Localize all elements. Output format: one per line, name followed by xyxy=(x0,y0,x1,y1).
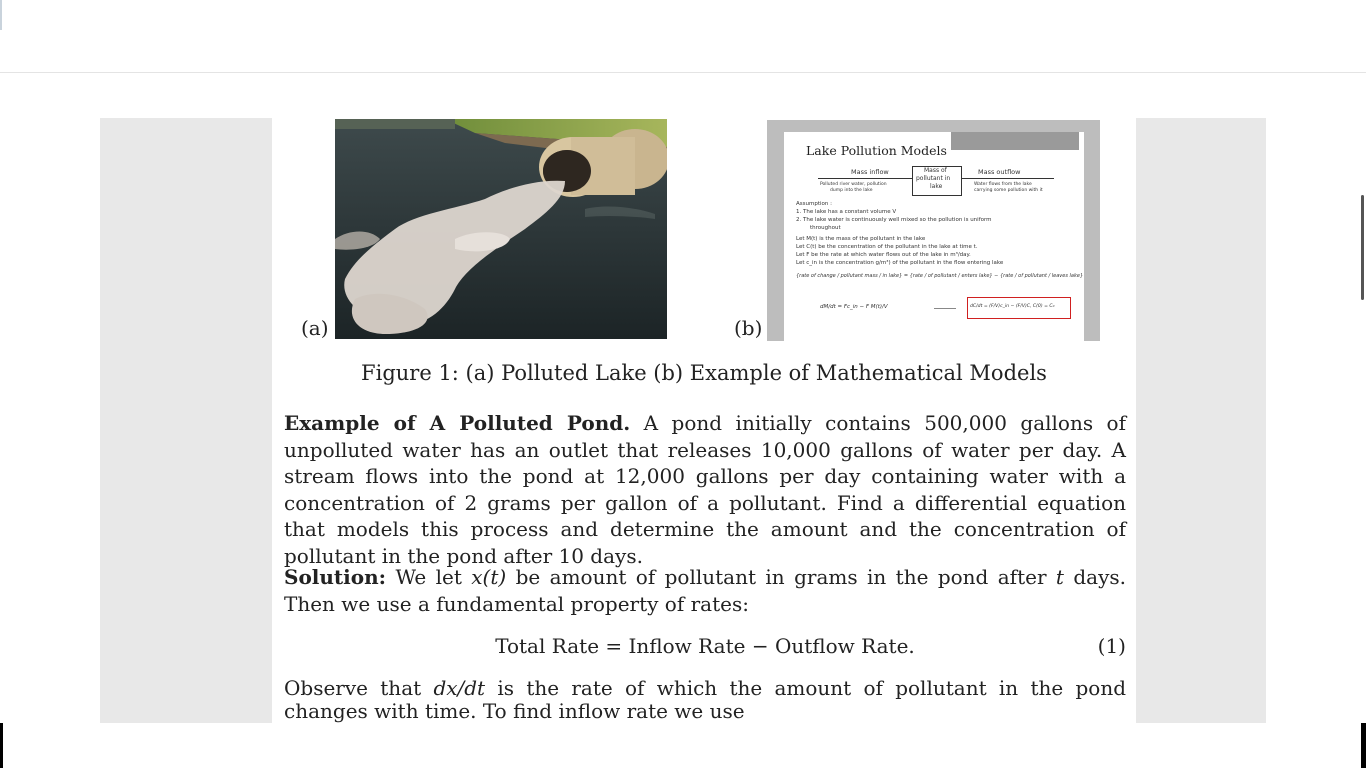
variable-x-of-t: x(t) xyxy=(471,565,507,589)
subfigure-a-label: (a) xyxy=(301,316,329,340)
slide-let-1: Let M(t) is the mass of the pollutant in the lake xyxy=(796,236,926,242)
top-divider xyxy=(0,72,1366,73)
example-body: A pond initially contains 500,000 gallons of unpolluted water has an outlet that releases 10,000 gallons of water per day. A stream flows into the pond at 12,000 gallons per day containing water with a concentration of 2 grams per gallon of a pollutant. Find a differential equation that models this process and determine the amount and the concentration of pollutant in the pond after 10 days. xyxy=(284,411,1127,568)
solution-heading: Solution: xyxy=(284,565,387,589)
slide-content xyxy=(784,132,1084,341)
inflow-arrow xyxy=(818,178,912,179)
slide-mass-outflow: Mass outflow xyxy=(978,168,1021,176)
solution-text-3: days. Then we use a fundamental property of rates: xyxy=(284,565,1127,616)
scrollbar-thumb[interactable] xyxy=(1361,195,1364,300)
equation-text: Total Rate = Inflow Rate − Outflow Rate. xyxy=(495,634,915,658)
observe-text-2: is the rate of which the amount of pollutant in the pond changes with time. To find inflow rate we use xyxy=(284,676,1127,723)
slide-assumption-1: 1. The lake has a constant volume V xyxy=(796,209,897,215)
slide-mass-of: Mass of xyxy=(924,167,947,174)
outflow-arrow xyxy=(962,178,1054,179)
equation-number: (1) xyxy=(1097,634,1126,658)
slide-let-4: Let c_in is the concentration g/m³) of the pollutant in the flow entering lake xyxy=(796,260,1004,266)
slide-inflow-note2: dump into the lake xyxy=(830,188,873,193)
solution-paragraph xyxy=(284,564,1126,617)
variable-t: t xyxy=(1055,565,1064,589)
subfigure-b-label: (b) xyxy=(734,316,763,340)
figure-caption: Figure 1: (a) Polluted Lake (b) Example of Mathematical Models xyxy=(361,361,1047,385)
derivative-dx-dt: dx/dt xyxy=(433,676,486,700)
example-heading: Example of A Polluted Pond. xyxy=(284,411,631,435)
implies-arrow xyxy=(934,308,956,309)
bottom-right-edge xyxy=(1361,723,1366,768)
bottom-left-edge xyxy=(0,723,3,768)
observe-paragraph xyxy=(284,677,1126,723)
viewer-top-bar xyxy=(0,0,1366,118)
slide-concentration-equation: dC/dt = (F/V)c_in − (F/V)C, C(0) = C₀ xyxy=(970,304,1055,309)
solution-text-1: We let xyxy=(395,565,462,589)
slide-assumption-2: 2. The lake water is continuously well mixed so the pollution is uniform xyxy=(796,217,992,223)
slide-assumption: Assumption : xyxy=(796,201,832,207)
slide-outflow-note1: Water flows from the lake xyxy=(974,182,1032,187)
observe-text-1: Observe that xyxy=(284,676,422,700)
slide-header-bar xyxy=(951,132,1079,150)
polluted-lake-photo xyxy=(335,119,667,339)
slide-mass-equation: dM/dt = Fc_in − F M(t)/V xyxy=(820,304,888,310)
viewer-bottom-bar xyxy=(0,723,1366,768)
slide-pollutant-in: pollutant in xyxy=(916,175,951,182)
slide-mass-inflow: Mass inflow xyxy=(851,168,889,176)
top-left-edge xyxy=(0,0,2,30)
slide-title: Lake Pollution Models xyxy=(806,143,947,158)
slide-word-equation: {rate of change / pollutant mass / in lake} = {rate / of pollutant / enters lake} − {rate / of pollutant / leaves lake} xyxy=(796,273,1084,279)
solution-text-2: be amount of pollutant in grams in the pond after xyxy=(515,565,1047,589)
slide-let-2: Let C(t) be the concentration of the pollutant in the lake at time t. xyxy=(796,244,978,250)
slide-inflow-note1: Polluted river water, pollution xyxy=(820,182,887,187)
slide-let-3: Let F be the rate at which water flows out of the lake in m³/day. xyxy=(796,252,971,258)
example-paragraph xyxy=(284,410,1126,569)
lake-pollution-models-slide xyxy=(767,120,1100,341)
slide-assumption-2b: throughout xyxy=(810,225,841,231)
slide-lake: lake xyxy=(930,183,943,190)
slide-outflow-note2: carrying some pollution with it xyxy=(974,188,1043,193)
